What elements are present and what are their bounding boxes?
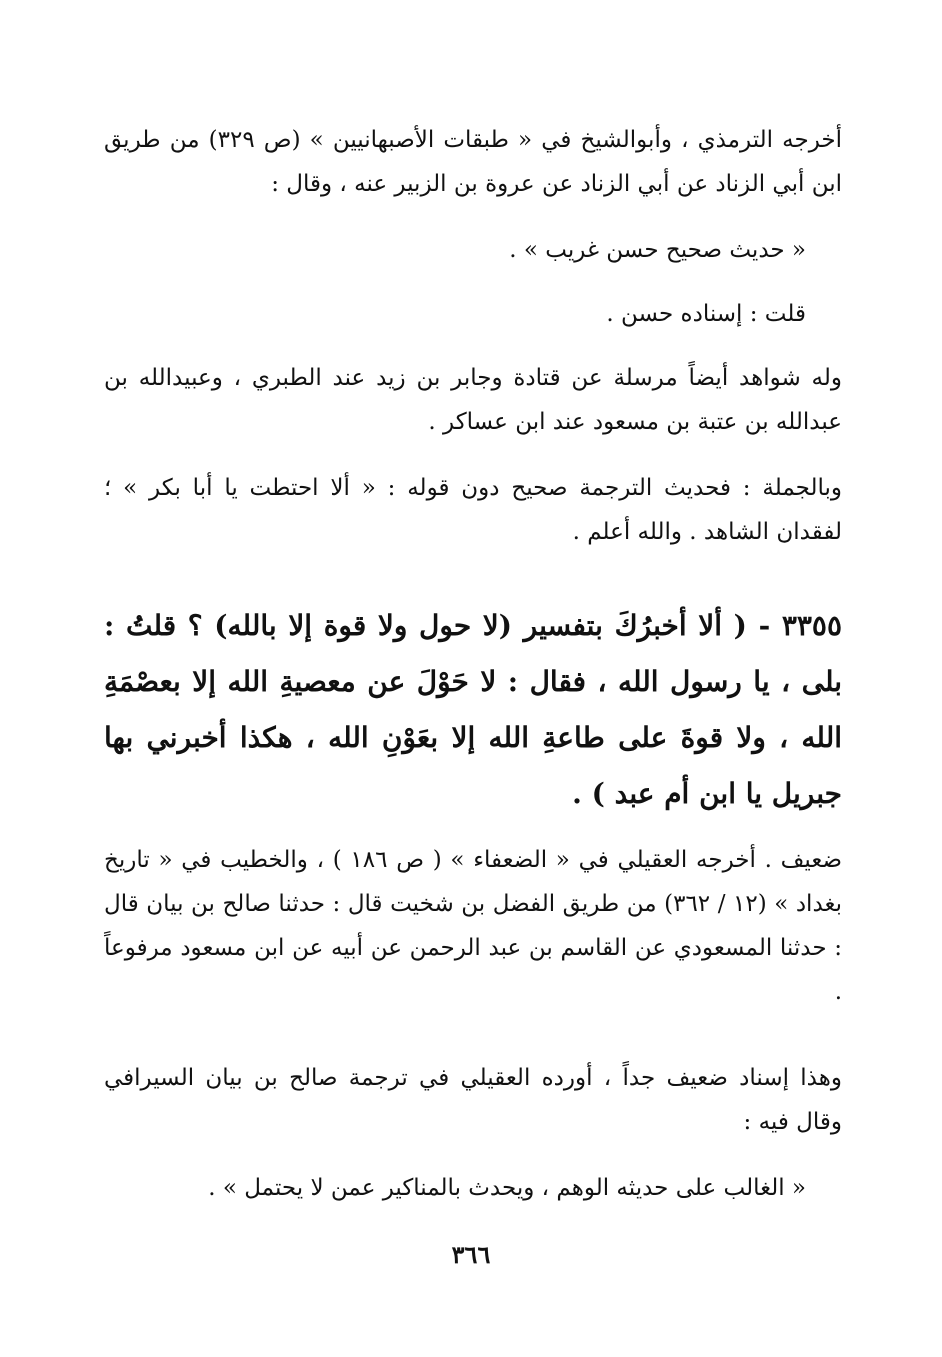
quote-tirmidhi-verdict: « حديث صحيح حسن غريب » . xyxy=(509,237,806,263)
hadith-3355-text: ٣٣٥٥ - ( ألا أخبرُكَ بتفسير (لا حول ولا قوة إلا بالله) ؟ قلتُ : بلى ، يا رسول الله ، فقال : لا حَوْلَ عن معصيةِ الله إلا بعصْمَةِ الله ، ولا قوةَ على طاعةِ الله إلا بعَوْنِ الله ، هكذا أخبرني بها جبريل يا ابن أم عبد ) . xyxy=(104,609,843,810)
paragraph-shawahid: وله شواهد أيضاً مرسلة عن قتادة وجابر بن زيد عند الطبري ، وعبيدالله بن عبدالله بن عتبة بن مسعود عند ابن عساكر . xyxy=(104,365,842,435)
paragraph-takhrij: أخرجه الترمذي ، وأبوالشيخ في « طبقات الأصبهانيين » (ص ٣٢٩) من طريق ابن أبي الزناد عن أبي الزناد عن عروة بن الزبير عنه ، وقال : xyxy=(104,127,842,197)
paragraph-conclusion: وبالجملة : فحديث الترجمة صحيح دون قوله : « ألا احتطت يا أبا بكر » ؛ لفقدان الشاهد . والله أعلم . xyxy=(104,475,842,545)
paragraph-daif-takhrij: ضعيف . أخرجه العقيلي في « الضعفاء » ( ص ١٨٦ ) ، والخطيب في « تاريخ بغداد » (١٢ / ٣٦٢) من طريق الفضل بن شخيت قال : حدثنا صالح بن بيان قال : حدثنا المسعودي عن القاسم بن عبد الرحمن عن أبيه عن ابن مسعود مرفوعاً . xyxy=(104,847,843,1005)
paragraph-isnad-verdict: قلت : إسناده حسن . xyxy=(606,301,806,327)
page-number: ٣٦٦ xyxy=(451,1240,491,1269)
paragraph-isnad-daif: وهذا إسناد ضعيف جداً ، أورده العقيلي في ترجمة صالح بن بيان السيرافي وقال فيه : xyxy=(104,1065,842,1135)
quote-uqayli: « الغالب على حديثه الوهم ، ويحدث بالمناكير عمن لا يحتمل » . xyxy=(208,1175,806,1201)
